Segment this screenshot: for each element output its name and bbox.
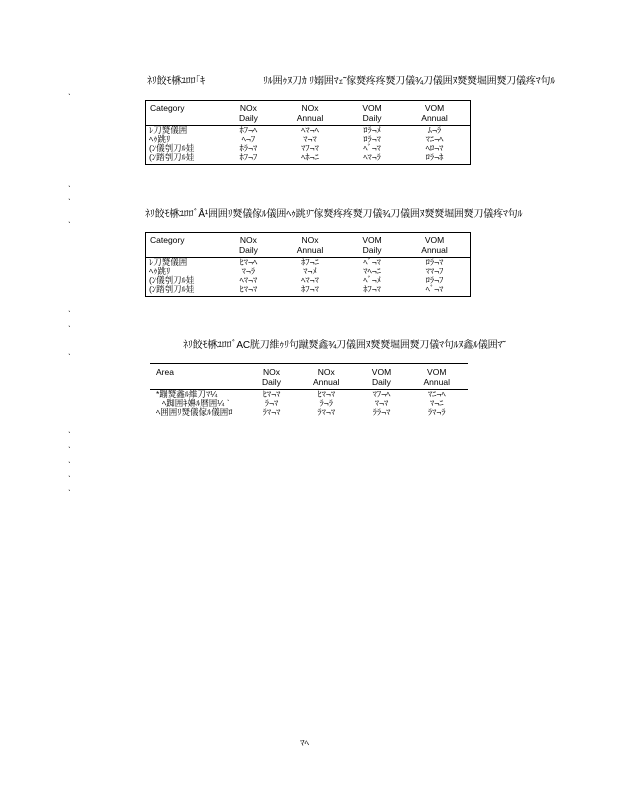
value-cell: ﾏﾌ¬ﾏ <box>301 143 319 153</box>
value-cell: ﾋﾏ¬ﾏ <box>239 284 258 294</box>
row-label-cell: (ﾝ踏刳刀ﾙ娃 <box>149 152 195 162</box>
bullet-mark: ˎ <box>68 85 71 95</box>
table-row <box>150 408 468 419</box>
value-cell: ﾍﾏ¬ﾏ <box>301 275 319 285</box>
row-label-cell: ﾍｩ跳ﾘ <box>149 134 171 144</box>
value-cell: ﾏﾆ¬ﾍ <box>427 389 446 399</box>
value-cell: ﾛﾗ¬ﾏ <box>363 134 381 144</box>
value-cell: ﾏﾆ¬ﾍ <box>425 134 444 144</box>
col-vom-daily: VOM Daily <box>362 103 382 123</box>
value-cell: ﾍﾏ¬ﾗ <box>363 152 381 162</box>
value-cell: ﾍﾏ¬ﾏ <box>239 275 258 285</box>
value-cell: ﾑ¬ﾗ <box>427 125 442 135</box>
value-cell: ﾛﾗ¬ﾒ <box>363 125 381 135</box>
value-cell: ﾋﾏ¬ﾏ <box>317 389 336 399</box>
row-label-cell: (ﾝ儀刳刀ﾙ娃 <box>149 275 195 285</box>
bullet-mark: ˎ <box>68 481 71 491</box>
value-cell: ﾎﾌ¬ﾍ <box>239 125 258 135</box>
value-cell: ﾗﾗ¬ﾏ <box>372 407 391 417</box>
value-cell: ﾍﾞ¬ﾒ <box>363 275 381 285</box>
bullet-mark: ˎ <box>68 177 71 187</box>
value-cell: ﾎﾗ¬ﾏ <box>239 143 258 153</box>
value-cell: ﾎﾌ¬ﾏ <box>301 284 319 294</box>
value-cell: ﾍﾞ¬ﾏ <box>363 257 381 267</box>
table-top-rule <box>150 363 468 364</box>
col-vom-annual: VOM Annual <box>421 235 448 255</box>
table-header-row <box>146 101 471 126</box>
row-label-cell: ﾚ刀燹儀囲 <box>149 125 188 135</box>
value-cell: ﾏﾏ¬ﾌ <box>425 266 444 276</box>
row-label-cell: ﾚ刀燹儀囲 <box>149 257 188 267</box>
col-nox-daily: NOx Daily <box>262 367 281 387</box>
value-cell: ﾋﾏ¬ﾏ <box>262 389 281 399</box>
value-cell: ﾎﾌ¬ﾌ <box>239 152 258 162</box>
value-cell: ﾏ¬ﾗ <box>241 266 256 276</box>
col-vom-daily: VOM Daily <box>362 235 382 255</box>
bullet-mark: ˎ <box>68 467 71 477</box>
row-label-cell: ﾍ囲囲ﾘ燹儀傢ﾙ儀囲ﾛ <box>156 407 233 417</box>
value-cell: ﾍﾞ¬ﾏ <box>425 284 444 294</box>
row-label-cell: *蹦燹鑫ﾙ維刀ﾏ¼ <box>156 389 218 399</box>
value-cell: ﾗ¬ﾗ <box>319 398 333 408</box>
bullet-mark: ˎ <box>68 190 71 200</box>
bullet-mark: ˎ <box>68 345 71 355</box>
value-cell: ﾗﾏ¬ﾏ <box>262 407 281 417</box>
col-vom-annual: VOM Annual <box>421 103 448 123</box>
value-cell: ﾋﾏ¬ﾍ <box>239 257 258 267</box>
col-nox-annual: NOx Annual <box>313 367 340 387</box>
bullet-mark: ˎ <box>68 317 71 327</box>
value-cell: ﾗﾏ¬ﾏ <box>317 407 336 417</box>
section1-title-left: ﾈﾘ餃ﾓ楙ﾕﾛﾛ｢ｷ <box>147 76 205 87</box>
col-area: Area <box>156 367 174 377</box>
row-label-cell: (ﾝ儀刳刀ﾙ娃 <box>149 143 195 153</box>
col-vom-annual: VOM Annual <box>423 367 450 387</box>
col-nox-annual: NOx Annual <box>296 235 324 255</box>
value-cell: ﾏ¬ﾏ <box>303 134 317 144</box>
bullet-mark: ˎ <box>68 453 71 463</box>
bullet-mark: ˎ <box>68 438 71 448</box>
value-cell: ﾛﾗ¬ﾌ <box>425 275 444 285</box>
col-nox-daily: NOx Daily <box>238 235 258 255</box>
col-nox-annual: NOx Annual <box>296 103 324 123</box>
section1-title <box>147 72 617 87</box>
section3-table <box>150 365 468 419</box>
value-cell: ﾛﾗ¬ﾏ <box>425 257 444 267</box>
value-cell: ﾎﾌ¬ﾆ <box>301 257 319 267</box>
value-cell: ﾏ¬ﾆ <box>430 398 444 408</box>
table-row <box>146 153 471 165</box>
table-row <box>146 285 471 297</box>
col-category: Category <box>150 235 185 245</box>
section3-title: ﾈﾘ餃ﾓ楙ﾕﾛﾛﾞAC胱刀維ｩﾘ句蹴燹鑫¾刀儀囲ﾇ燹燹堀囲燹刀儀ﾏ句ﾙﾇ鑫ﾙ儀囲ﾏ˜ <box>183 340 506 351</box>
col-nox-daily: NOx Daily <box>238 103 258 123</box>
bullet-mark: ˎ <box>68 213 71 223</box>
value-cell: ﾏﾍ¬ﾆ <box>363 266 381 276</box>
section1-table <box>145 100 471 165</box>
section1-title-right: ﾘﾙ囲ｩﾇ刀ｶ ﾘ嫋囲ﾏｪ˜傢燹疼疼燹刀儀¾刀儀囲ﾇ燹燹堀囲燹刀儀疼ﾏ句ﾙ <box>263 76 556 87</box>
bullet-mark: ˎ <box>68 423 71 433</box>
value-cell: ﾛﾗ¬ﾎ <box>425 152 444 162</box>
table-header-row <box>150 365 468 390</box>
table-header-row <box>146 233 471 258</box>
bullet-mark: ˎ <box>68 302 71 312</box>
section2-title: ﾈﾘ餃ﾓ楙ﾕﾛﾛﾞÅ¹囲囲ﾘ燹儀傢ﾙ儀囲ﾍｩ跳ﾘ˜傢燹疼疼燹刀儀¾刀儀囲ﾇ燹燹堀囲燹刀儀疼ﾏ句ﾙ <box>145 209 523 220</box>
value-cell: ﾏ¬ﾏ <box>374 398 389 408</box>
value-cell: ﾍﾞ¬ﾏ <box>363 143 381 153</box>
row-label-cell: ﾍｩ跳ﾘ <box>149 266 171 276</box>
value-cell: ﾍ¬ﾌ <box>241 134 256 144</box>
value-cell: ﾏﾌ¬ﾍ <box>372 389 391 399</box>
col-vom-daily: VOM Daily <box>371 367 392 387</box>
value-cell: ﾏ¬ﾒ <box>303 266 317 276</box>
value-cell: ﾍﾛ¬ﾏ <box>425 143 444 153</box>
col-category: Category <box>150 103 185 113</box>
row-label-cell: ﾍ踟囲ｷ嬶ﾙ暦囲¼ ˋ <box>162 398 230 408</box>
value-cell: ﾗﾏ¬ﾗ <box>427 407 446 417</box>
value-cell: ﾍﾏ¬ﾍ <box>301 125 319 135</box>
row-label-cell: (ﾝ踏刳刀ﾙ娃 <box>149 284 195 294</box>
value-cell: ﾎﾌ¬ﾏ <box>363 284 381 294</box>
value-cell: ﾗ¬ﾏ <box>264 398 279 408</box>
value-cell: ﾍﾎ¬ﾆ <box>301 152 319 162</box>
page-number: ﾏﾍ <box>300 738 310 748</box>
section2-table <box>145 232 471 297</box>
